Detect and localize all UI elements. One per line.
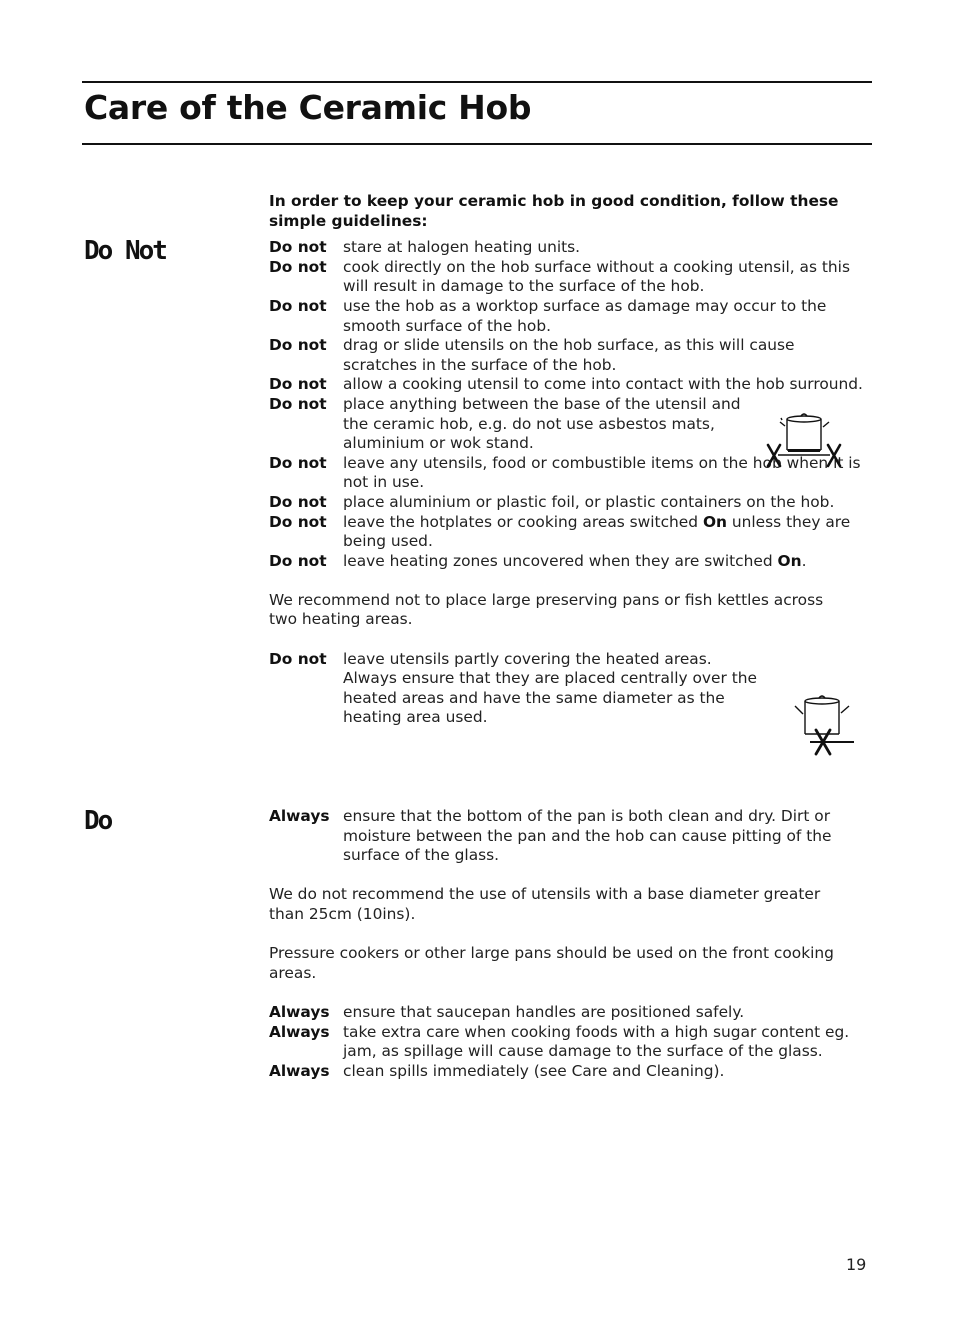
page-title: Care of the Ceramic Hob: [84, 88, 532, 127]
list-item: [269, 238, 869, 258]
item-text: clean spills immediately (see Care and Cleaning).: [343, 1061, 725, 1080]
item-text: use the hob as a worktop surface as damage may occur to the smooth surface of the hob.: [343, 296, 827, 335]
item-keyword: Always: [269, 1002, 330, 1021]
on-keyword: On: [777, 551, 802, 570]
item-keyword: Always: [269, 1022, 330, 1041]
list-item: [269, 1003, 869, 1023]
item-text: leave heating zones uncovered when they are switched On.: [343, 551, 807, 570]
item-keyword: Do not: [269, 296, 327, 315]
list-item: [269, 493, 869, 513]
list-item: [269, 336, 869, 375]
on-keyword: On: [702, 512, 727, 531]
item-keyword: Do not: [269, 375, 327, 394]
list-item: [269, 552, 869, 572]
list-item: [269, 650, 869, 728]
list-item: [269, 1062, 869, 1082]
item-keyword: Do not: [269, 257, 327, 276]
pan-on-stand-crossed-icon: [764, 410, 848, 472]
bottom-rule: [82, 143, 872, 145]
intro-text: In order to keep your ceramic hob in good condition, follow these simple guidelines:: [269, 192, 839, 230]
item-keyword: Do not: [269, 336, 327, 355]
page-number: 19: [846, 1255, 867, 1274]
item-keyword: Do not: [269, 453, 327, 472]
item-text: cook directly on the hob surface without a cooking utensil, as this will result in damage to the surface of the hob.: [343, 257, 850, 296]
do-not-heading: Do Not: [84, 236, 166, 266]
item-keyword: Do not: [269, 512, 327, 531]
item-keyword: Do not: [269, 394, 327, 413]
pan-off-center-crossed-icon: [790, 692, 860, 760]
list-item: [269, 1023, 869, 1062]
item-text: place aluminium or plastic foil, or plastic containers on the hob.: [343, 492, 835, 511]
item-keyword: Do not: [269, 649, 327, 668]
item-keyword: Do not: [269, 238, 327, 257]
do-heading: Do: [84, 806, 112, 836]
item-text: ensure that saucepan handles are positioned safely.: [343, 1002, 745, 1021]
list-item: [269, 258, 869, 297]
paragraph: We do not recommend the use of utensils with a base diameter greater than 25cm (10ins).: [269, 885, 821, 923]
do-section: [269, 807, 869, 1081]
item-keyword: Always: [269, 1061, 330, 1080]
item-text: leave utensils partly covering the heated areas. Always ensure that they are placed centrally over the heated areas and have the same diameter as the heating area used.: [343, 649, 757, 727]
item-text: drag or slide utensils on the hob surface, as this will cause scratches in the surface of the hob.: [343, 336, 795, 374]
item-text: leave any utensils, food or combustible items on the hob when it is not in use.: [343, 453, 861, 492]
item-text: stare at halogen heating units.: [343, 238, 581, 257]
paragraph: Pressure cookers or other large pans should be used on the front cooking areas.: [269, 944, 834, 982]
item-keyword: Always: [269, 807, 330, 825]
item-text: take extra care when cooking foods with a high sugar content eg. jam, as spillage will cause damage to the surface of the glass.: [343, 1022, 850, 1061]
item-text: allow a cooking utensil to come into contact with the hob surround.: [343, 375, 863, 394]
item-keyword: Do not: [269, 551, 327, 570]
item-text: leave the hotplates or cooking areas switched On unless they are being used.: [343, 512, 851, 551]
top-rule: [82, 81, 872, 83]
item-text: ensure that the bottom of the pan is both clean and dry. Dirt or moisture between the pan and the hob can cause pitting of the surface of the glass.: [343, 807, 832, 865]
recommend-text: We recommend not to place large preserving pans or fish kettles across two heating areas.: [269, 590, 824, 629]
item-text: place anything between the base of the utensil and the ceramic hob, e.g. do not use asbestos mats, aluminium or wok stand.: [343, 394, 741, 453]
list-item: [269, 807, 869, 866]
list-item: [269, 297, 869, 336]
list-item: [269, 375, 869, 395]
item-keyword: Do not: [269, 492, 327, 511]
list-item: [269, 513, 869, 552]
